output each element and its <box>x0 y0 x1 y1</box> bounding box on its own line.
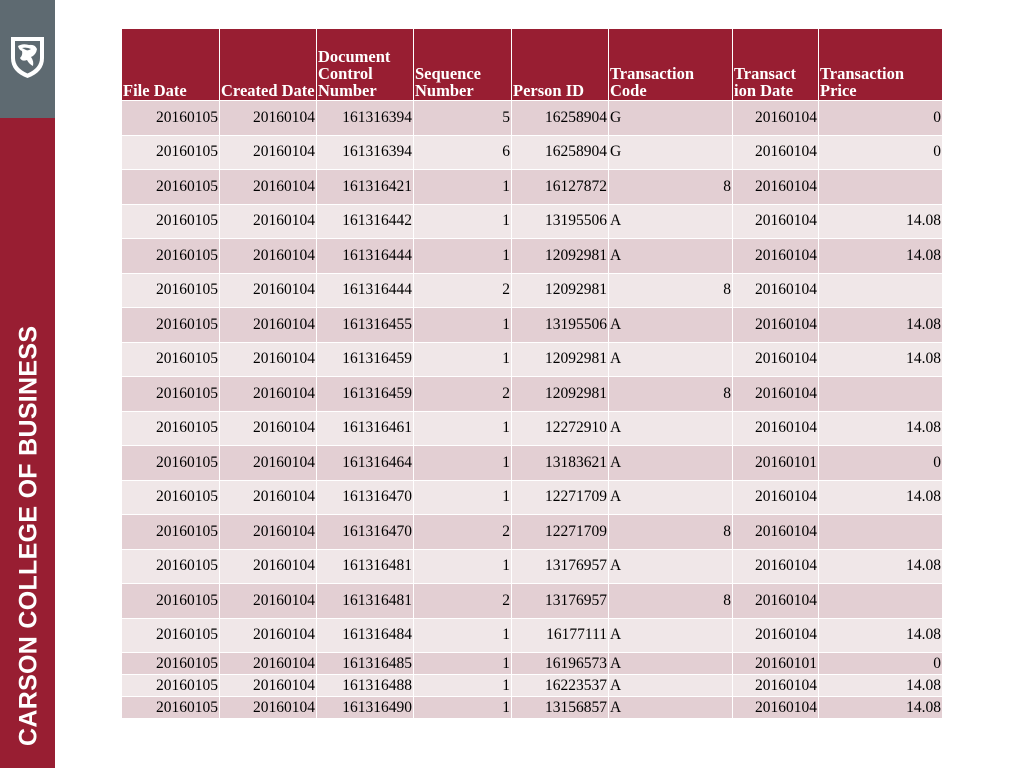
table-cell: 16196573 <box>512 653 609 675</box>
table-cell: 20160105 <box>122 584 220 619</box>
table-cell: A <box>609 342 733 377</box>
table-cell: 20160105 <box>122 308 220 343</box>
table-cell: 20160104 <box>220 170 317 205</box>
table-cell: 6 <box>414 135 512 170</box>
table-row <box>122 204 943 239</box>
column-header: Person ID <box>512 29 609 101</box>
table-cell: 20160104 <box>220 101 317 136</box>
table-cell: A <box>609 446 733 481</box>
table-cell: 12092981 <box>512 239 609 274</box>
table-row <box>122 342 943 377</box>
table-cell: 161316481 <box>317 584 414 619</box>
table-cell: 2 <box>414 273 512 308</box>
table-cell: 13176957 <box>512 549 609 584</box>
table-row <box>122 308 943 343</box>
table-cell: 20160104 <box>220 480 317 515</box>
table-cell: A <box>609 549 733 584</box>
table-cell: 14.08 <box>819 239 943 274</box>
table-cell: 14.08 <box>819 480 943 515</box>
column-header: Document Control Number <box>317 29 414 101</box>
table-cell: 12271709 <box>512 515 609 550</box>
table-cell: 5 <box>414 101 512 136</box>
table-cell: 161316470 <box>317 515 414 550</box>
table-cell: 20160104 <box>220 308 317 343</box>
table-cell: 14.08 <box>819 618 943 653</box>
table-row <box>122 273 943 308</box>
table-row <box>122 480 943 515</box>
table-cell <box>819 515 943 550</box>
table-cell: 1 <box>414 170 512 205</box>
column-header: Transaction Code <box>609 29 733 101</box>
table-cell: 161316484 <box>317 618 414 653</box>
table-cell: 20160101 <box>733 653 819 675</box>
table-cell: 16127872 <box>512 170 609 205</box>
table-header-row <box>122 29 943 101</box>
table-cell: 1 <box>414 342 512 377</box>
table-cell: 1 <box>414 549 512 584</box>
table-cell: 20160104 <box>733 697 819 719</box>
table-cell: 161316490 <box>317 697 414 719</box>
table-cell: 0 <box>819 135 943 170</box>
table-row <box>122 377 943 412</box>
table-cell: 1 <box>414 653 512 675</box>
table-cell: 0 <box>819 101 943 136</box>
table-cell: 20160105 <box>122 480 220 515</box>
table-cell <box>819 377 943 412</box>
table-cell: 20160105 <box>122 675 220 697</box>
table-cell: 1 <box>414 204 512 239</box>
table-cell: 20160104 <box>220 411 317 446</box>
table-cell: 2 <box>414 377 512 412</box>
table-cell: 161316485 <box>317 653 414 675</box>
table-row <box>122 653 943 675</box>
table-cell: 20160104 <box>733 308 819 343</box>
table-body <box>122 101 943 719</box>
table-cell: A <box>609 204 733 239</box>
table-cell: 20160105 <box>122 653 220 675</box>
table-cell: 20160104 <box>733 675 819 697</box>
table-cell: 20160105 <box>122 239 220 274</box>
table-cell: G <box>609 135 733 170</box>
table-cell: 13156857 <box>512 697 609 719</box>
table-cell: 20160104 <box>220 204 317 239</box>
column-header: Sequence Number <box>414 29 512 101</box>
table-cell: 20160104 <box>220 653 317 675</box>
college-name: CARSON COLLEGE OF BUSINESS <box>14 325 43 746</box>
table-cell: 161316444 <box>317 239 414 274</box>
table-cell: 20160101 <box>733 446 819 481</box>
table-cell: 20160104 <box>733 273 819 308</box>
table-cell: 14.08 <box>819 411 943 446</box>
table-cell: 161316459 <box>317 377 414 412</box>
table-cell: 8 <box>609 584 733 619</box>
table-cell: 8 <box>609 170 733 205</box>
table-cell: 20160104 <box>220 584 317 619</box>
table-cell: 20160104 <box>733 584 819 619</box>
table-cell: 161316464 <box>317 446 414 481</box>
table-cell: 161316442 <box>317 204 414 239</box>
table-row <box>122 239 943 274</box>
table-row <box>122 446 943 481</box>
table-row <box>122 411 943 446</box>
column-header: File Date <box>122 29 220 101</box>
table-row <box>122 675 943 697</box>
table-cell: 20160104 <box>733 135 819 170</box>
table-cell: 20160105 <box>122 618 220 653</box>
table-cell: 161316394 <box>317 135 414 170</box>
table-cell: 8 <box>609 515 733 550</box>
column-header: Created Date <box>220 29 317 101</box>
table-cell: 16223537 <box>512 675 609 697</box>
table-cell: 12092981 <box>512 377 609 412</box>
table-cell: 1 <box>414 446 512 481</box>
table-cell: 12092981 <box>512 273 609 308</box>
table-cell: A <box>609 411 733 446</box>
table-cell: 16177111 <box>512 618 609 653</box>
table-cell: 13176957 <box>512 584 609 619</box>
table-cell: 16258904 <box>512 135 609 170</box>
table-cell: 20160104 <box>733 618 819 653</box>
cougar-shield-icon <box>9 34 46 80</box>
table-cell: 20160105 <box>122 342 220 377</box>
table-cell: 20160105 <box>122 549 220 584</box>
table-row <box>122 549 943 584</box>
table-row <box>122 101 943 136</box>
table-row <box>122 697 943 719</box>
table-cell: 12271709 <box>512 480 609 515</box>
table-cell: 20160104 <box>733 411 819 446</box>
table-cell: 161316488 <box>317 675 414 697</box>
table-cell: 14.08 <box>819 308 943 343</box>
table-cell: 20160104 <box>220 377 317 412</box>
table-cell: 1 <box>414 308 512 343</box>
table-cell: 1 <box>414 239 512 274</box>
table-cell: 20160104 <box>733 204 819 239</box>
table-cell: 20160104 <box>733 342 819 377</box>
table-cell: 20160105 <box>122 101 220 136</box>
table-cell: 16258904 <box>512 101 609 136</box>
table-cell: 161316459 <box>317 342 414 377</box>
table-cell: 20160105 <box>122 697 220 719</box>
table-cell: 161316461 <box>317 411 414 446</box>
table-cell: 20160105 <box>122 446 220 481</box>
table-cell: 0 <box>819 653 943 675</box>
table-cell: 20160104 <box>220 697 317 719</box>
table-cell: 161316444 <box>317 273 414 308</box>
table-cell: 20160105 <box>122 377 220 412</box>
table-cell: G <box>609 101 733 136</box>
table-cell: 13183621 <box>512 446 609 481</box>
table-cell: 14.08 <box>819 549 943 584</box>
table-cell: 2 <box>414 515 512 550</box>
table-row <box>122 618 943 653</box>
table-cell: 2 <box>414 584 512 619</box>
table-cell: 8 <box>609 273 733 308</box>
table-cell: 161316421 <box>317 170 414 205</box>
table-cell: 20160104 <box>220 342 317 377</box>
table-cell: 14.08 <box>819 204 943 239</box>
table-cell <box>819 273 943 308</box>
table-cell: 161316481 <box>317 549 414 584</box>
table-cell: 13195506 <box>512 308 609 343</box>
table-cell: 0 <box>819 446 943 481</box>
table-cell: 20160104 <box>220 239 317 274</box>
table-cell: 20160104 <box>220 549 317 584</box>
table-cell: 161316470 <box>317 480 414 515</box>
table-row <box>122 584 943 619</box>
table-cell: 1 <box>414 411 512 446</box>
table-cell: 1 <box>414 697 512 719</box>
table-cell: 20160104 <box>220 273 317 308</box>
table-cell: 12092981 <box>512 342 609 377</box>
table-cell: 8 <box>609 377 733 412</box>
table-row <box>122 170 943 205</box>
table-cell: 20160105 <box>122 204 220 239</box>
table-cell <box>819 584 943 619</box>
table-cell: 20160104 <box>220 135 317 170</box>
table-cell: 20160104 <box>733 101 819 136</box>
table-cell: 20160104 <box>220 675 317 697</box>
table-cell: 20160105 <box>122 135 220 170</box>
table-cell: 14.08 <box>819 697 943 719</box>
table-cell: 20160104 <box>733 239 819 274</box>
table-cell: A <box>609 653 733 675</box>
column-header: Transaction Price <box>819 29 943 101</box>
table-cell: 20160104 <box>733 170 819 205</box>
table-cell: A <box>609 697 733 719</box>
table-cell: 20160104 <box>220 515 317 550</box>
table-cell <box>819 170 943 205</box>
table-cell: 20160104 <box>733 480 819 515</box>
table-cell: 1 <box>414 675 512 697</box>
table-cell: 14.08 <box>819 675 943 697</box>
table-cell: 1 <box>414 480 512 515</box>
table-cell: 1 <box>414 618 512 653</box>
table-cell: 20160104 <box>220 446 317 481</box>
transactions-table <box>121 28 943 719</box>
table-cell: 20160104 <box>220 618 317 653</box>
table-cell: 161316455 <box>317 308 414 343</box>
table-cell: 20160105 <box>122 411 220 446</box>
table-cell: 20160105 <box>122 273 220 308</box>
table-cell: A <box>609 308 733 343</box>
column-header: Transact ion Date <box>733 29 819 101</box>
table-cell: 161316394 <box>317 101 414 136</box>
table-cell: A <box>609 675 733 697</box>
table-row <box>122 515 943 550</box>
table-cell: 20160105 <box>122 170 220 205</box>
sidebar-top-panel <box>0 0 55 118</box>
table-cell: A <box>609 618 733 653</box>
table-cell: 12272910 <box>512 411 609 446</box>
table-cell: 14.08 <box>819 342 943 377</box>
table-row <box>122 135 943 170</box>
table-cell: A <box>609 480 733 515</box>
table-cell: 20160104 <box>733 515 819 550</box>
table-cell: 13195506 <box>512 204 609 239</box>
table-cell: 20160105 <box>122 515 220 550</box>
table-cell: A <box>609 239 733 274</box>
table-cell: 20160104 <box>733 377 819 412</box>
table-cell: 20160104 <box>733 549 819 584</box>
